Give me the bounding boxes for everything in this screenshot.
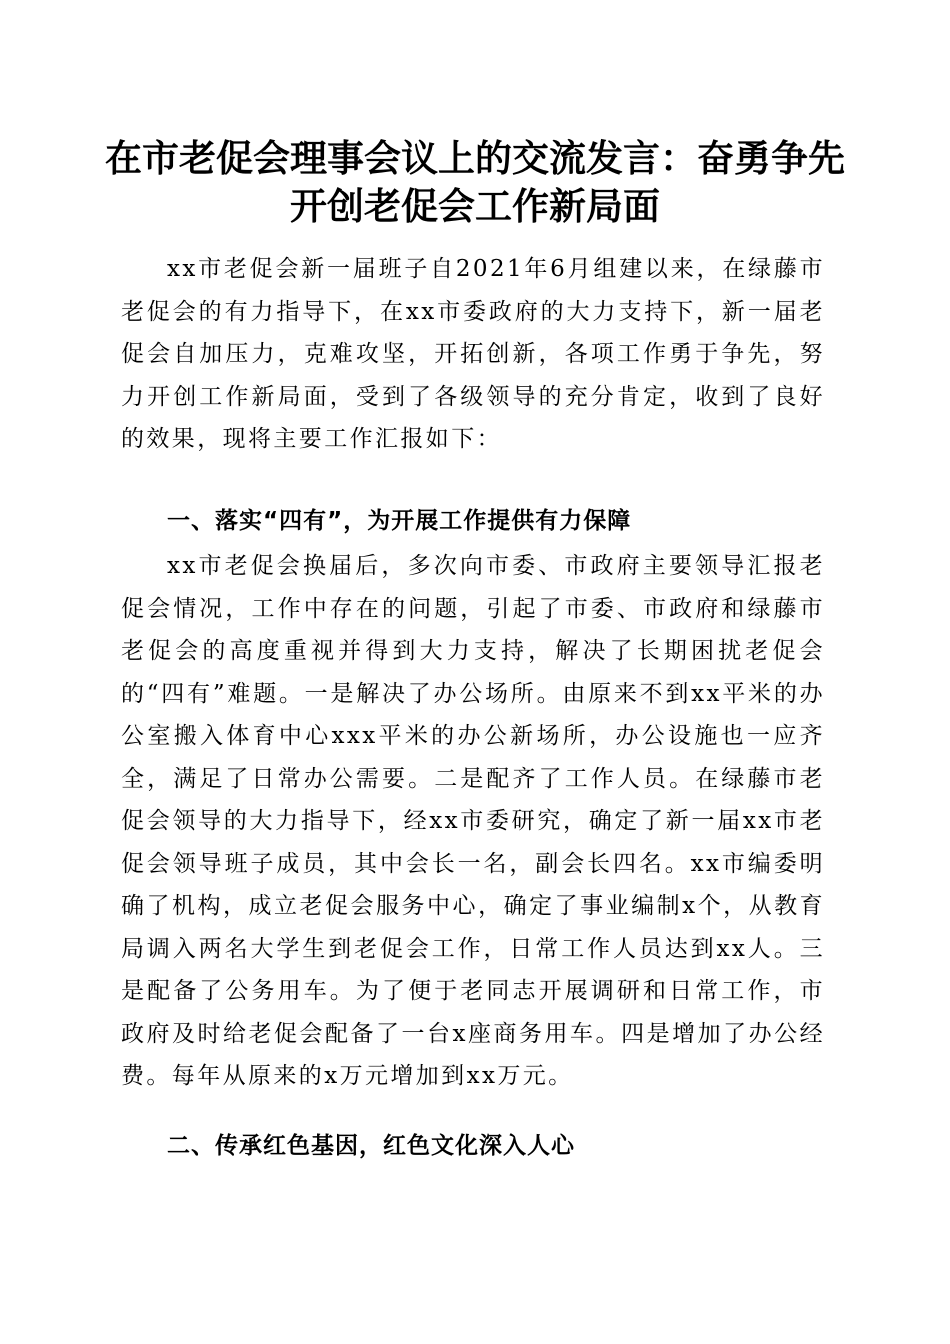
intro-paragraph: xx市老促会新一届班子自2021年6月组建以来，在绿藤市老促会的有力指导下，在xx市委政府的大力支持下，新一届老促会自加压力，克难攻坚，开拓创新，各项工作勇于争先，努力开创工作新局面，受到了各级领导的充分肯定，收到了良好的效果，现将主要工作汇报如下： bbox=[121, 256, 825, 452]
title-line-2: 开创老促会工作新局面 bbox=[290, 184, 660, 228]
section-heading-1: 一、落实“四有”，为开展工作提供有力保障 bbox=[167, 508, 632, 534]
title-line-1: 在市老促会理事会议上的交流发言：奋勇争先 bbox=[105, 136, 845, 180]
section-1-paragraph: xx市老促会换届后，多次向市委、市政府主要领导汇报老促会情况，工作中存在的问题，引起了市委、市政府和绿藤市老促会的高度重视并得到大力支持，解决了长期困扰老促会的“四有”难题。一是解决了办公场所。由原来不到xx平米的办公室搬入体育中心xxx平米的办公新场所，办公设施也一应齐全，满足了日常办公需要。二是配齐了工作人员。在绿藤市老促会领导的大力指导下，经xx市委研究，确定了新一届xx市老促会领导班子成员，其中会长一名，副会长四名。xx市编委明确了机构，成立老促会服务中心，确定了事业编制x个，从教育局调入两名大学生到老促会工作，日常工作人员达到xx人。三是配备了公务用车。为了便于老同志开展调研和日常工作，市政府及时给老促会配备了一台x座商务用车。四是增加了办公经费。每年从原来的x万元增加到xx万元。 bbox=[121, 553, 825, 1089]
document-title bbox=[100, 134, 850, 230]
section-heading-2: 二、传承红色基因，红色文化深入人心 bbox=[167, 1133, 575, 1159]
